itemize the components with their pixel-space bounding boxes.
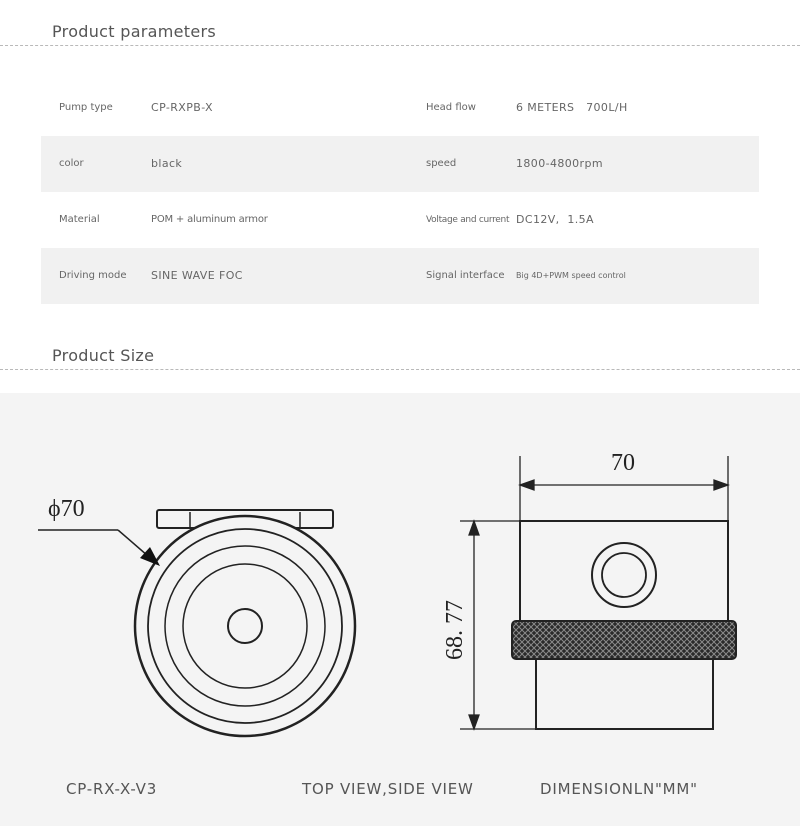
- knurled-ring: [512, 621, 736, 659]
- side-view: [512, 521, 736, 729]
- pump-body-bottom: [536, 659, 713, 729]
- param-key: color: [59, 158, 84, 169]
- model-caption: CP-RX-X-V3: [66, 780, 158, 798]
- param-value: POM + aluminum armor: [151, 214, 268, 225]
- outer-ring: [135, 516, 355, 736]
- param-value: CP-RXPB-X: [151, 101, 213, 114]
- views-caption: TOP VIEW,SIDE VIEW: [302, 780, 474, 798]
- height-label: 68. 77: [442, 600, 468, 660]
- param-value: 6 METERS 700L/H: [516, 101, 628, 114]
- param-value: SINE WAVE FOC: [151, 269, 243, 282]
- size-section-title: Product Size: [52, 346, 155, 365]
- param-value: Big 4D+PWM speed control: [516, 271, 626, 280]
- top-view: [135, 510, 355, 736]
- param-key: Signal interface: [426, 270, 505, 281]
- param-value: DC12V, 1.5A: [516, 213, 594, 226]
- unit-caption: DIMENSIONLN"MM": [540, 780, 698, 798]
- param-key: Material: [59, 214, 100, 225]
- parameters-section-title: Product parameters: [52, 22, 217, 41]
- param-key: Driving mode: [59, 270, 127, 281]
- diameter-label: ϕ70: [48, 496, 85, 522]
- param-key: Voltage and current: [426, 215, 510, 225]
- param-key: speed: [426, 158, 457, 169]
- param-key: Pump type: [59, 102, 113, 113]
- param-key: Head flow: [426, 102, 476, 113]
- diameter-leader: [38, 530, 160, 566]
- width-label: 70: [611, 450, 635, 476]
- param-value: black: [151, 157, 183, 170]
- leader-arrow: [140, 547, 160, 566]
- param-value: 1800-4800rpm: [516, 157, 603, 170]
